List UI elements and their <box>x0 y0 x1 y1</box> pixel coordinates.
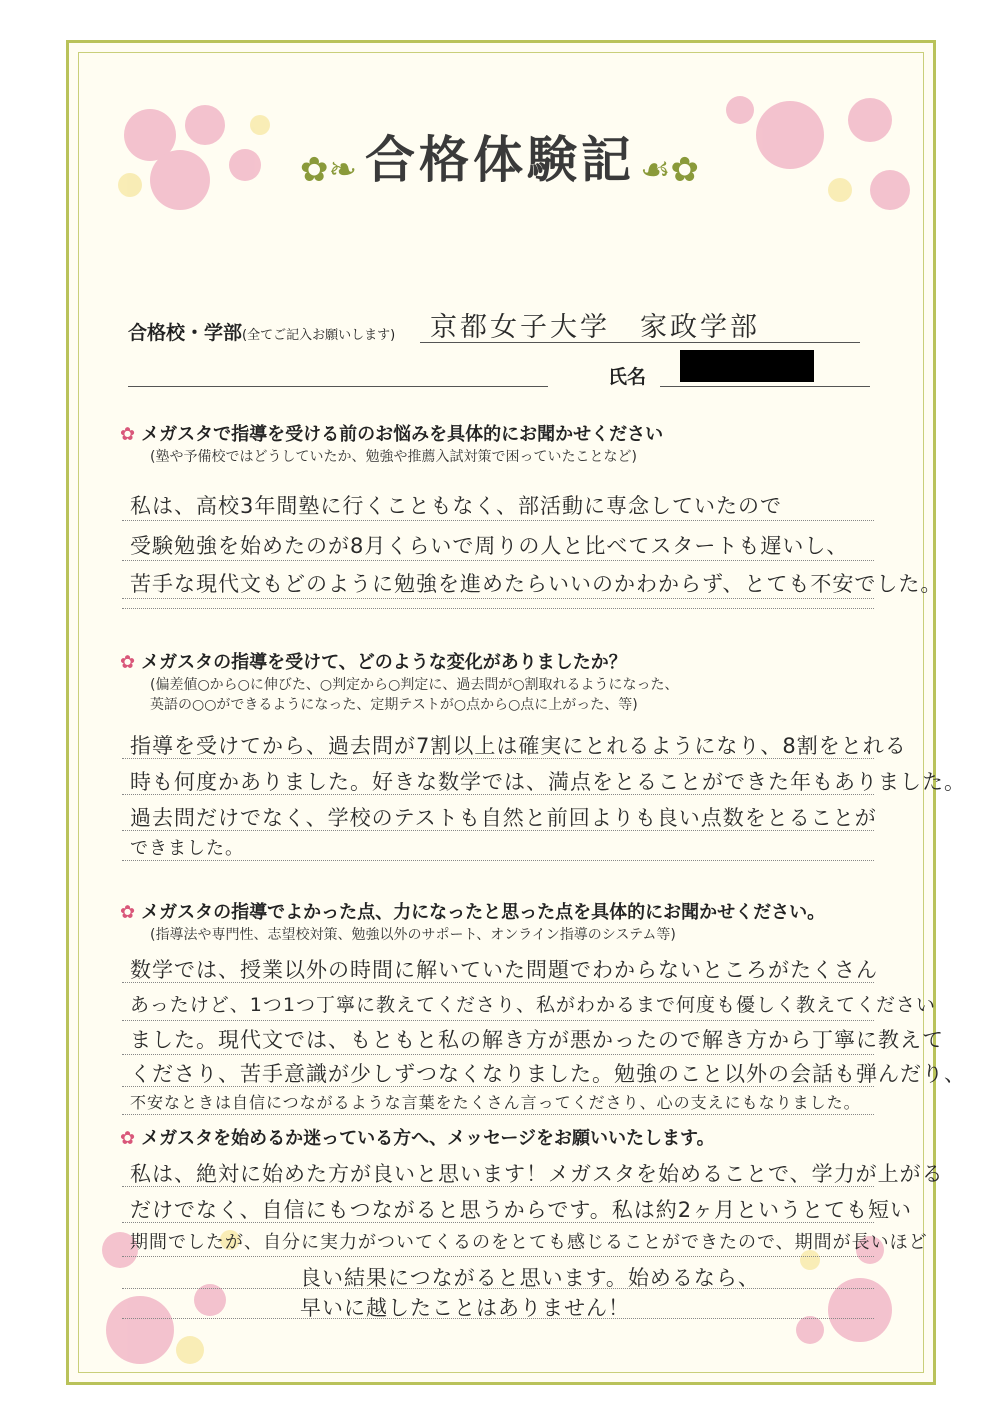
name-underline <box>660 386 870 387</box>
section-3-heading: ✿ メガスタの指導でよかった点、力になったと思った点を具体的にお聞かせください。 <box>120 902 826 923</box>
section-2-subtitle: 英語の○○ができるようになった、定期テストが○点から○点に上がった、等) <box>150 697 638 713</box>
answer-line: 指導を受けてから、過去問が7割以上は確実にとれるようになり、8割をとれる <box>130 734 907 758</box>
rule-line <box>122 598 874 599</box>
answer-line: 早いに越したことはありません！ <box>300 1296 630 1320</box>
answer-line: 私は、高校3年間塾に行くこともなく、部活動に専念していたので <box>130 494 782 518</box>
rule-line <box>122 608 874 609</box>
answer-line: 数学では、授業以外の時間に解いていた問題でわからないところがたくさん <box>130 958 878 982</box>
section-1-heading: ✿ メガスタで指導を受ける前のお悩みを具体的にお聞かせください <box>120 424 664 445</box>
sakura-bullet-icon: ✿ <box>120 1128 136 1149</box>
rule-line <box>122 1256 874 1257</box>
school-field-label: 合格校・学部(全てご記入お願いします) <box>128 322 396 344</box>
answer-line: できました。 <box>130 838 244 859</box>
section-2-heading: ✿ メガスタの指導を受けて、どのような変化がありましたか？ <box>120 652 627 673</box>
page-title: 合格体験記 <box>365 130 635 189</box>
answer-line: くださり、苦手意識が少しずつなくなりました。勉強のこと以外の会話も弾んだり、 <box>130 1062 966 1086</box>
answer-line: 期間でしたが、自分に実力がついてくるのをとても感じることができたので、期間が長いほど <box>130 1232 928 1253</box>
section-4-heading: ✿ メガスタを始めるか迷っている方へ、メッセージをお願いいたします。 <box>120 1128 715 1149</box>
sakura-decoration-bottom-left <box>80 1200 260 1380</box>
answer-line: 受験勉強を始めたのが8月くらいで周りの人と比べてスタートも遅いし、 <box>130 534 849 558</box>
name-field-label: 氏名 <box>608 366 647 388</box>
answer-line: 苦手な現代文もどのように勉強を進めたらいいのかわからず、とても不安でした。 <box>130 572 943 596</box>
section-3-subtitle: (指導法や専門性、志望校対策、勉強以外のサポート、オンライン指導のシステム等) <box>150 927 676 943</box>
rule-line <box>122 1114 874 1115</box>
rule-line <box>122 1020 874 1021</box>
answer-line: ました。現代文では、もともと私の解き方が悪かったので解き方から丁寧に教えて <box>130 1028 944 1052</box>
answer-line: 時も何度かありました。好きな数学では、満点をとることができた年もありました。 <box>130 770 966 794</box>
section-1-subtitle: (塾や予備校ではどうしていたか、勉強や推薦入試対策で困っていたことなど) <box>150 449 637 465</box>
rule-line <box>122 860 874 861</box>
rule-line <box>122 520 874 521</box>
answer-line: 不安なときは自信につながるような言葉をたくさん言ってくださり、心の支えにもなりました。 <box>130 1093 861 1112</box>
ornament-left-icon: ✿❧ <box>300 150 357 190</box>
answer-line: あったけど、1つ1つ丁寧に教えてくださり、私がわかるまで何度も優しく教えてください <box>130 994 936 1016</box>
rule-line <box>122 560 874 561</box>
section-2-subtitle: (偏差値○から○に伸びた、○判定から○判定に、過去問が○割取れるようになった、 <box>150 677 679 693</box>
redacted-name <box>680 350 814 382</box>
ornament-right-icon: ☙✿ <box>640 150 699 190</box>
answer-line: 私は、絶対に始めた方が良いと思います！メガスタを始めることで、学力が上がる <box>130 1162 944 1186</box>
answer-line: 過去問だけでなく、学校のテストも自然と前回よりも良い点数をとることが <box>130 806 877 830</box>
sakura-bullet-icon: ✿ <box>120 652 136 673</box>
school-field-value: 京都女子大学 家政学部 <box>430 312 760 343</box>
sakura-bullet-icon: ✿ <box>120 902 136 923</box>
rule-line <box>122 1054 874 1055</box>
answer-line: 良い結果につながると思います。始めるなら、 <box>300 1266 760 1290</box>
sakura-bullet-icon: ✿ <box>120 424 136 445</box>
answer-line: だけでなく、自信にもつながると思うからです。私は約2ヶ月というとても短い <box>130 1198 913 1222</box>
school-underline-2 <box>128 386 548 387</box>
school-underline <box>420 342 860 343</box>
